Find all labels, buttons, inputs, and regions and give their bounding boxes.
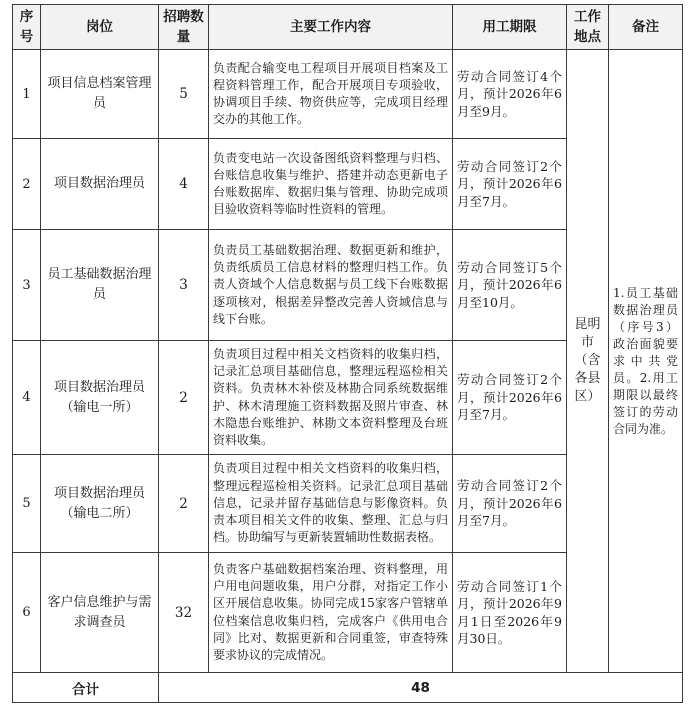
recruitment-table	[12, 4, 683, 703]
row-period: 劳动合同签订4个月，预计2026年6月至9月。	[453, 50, 567, 139]
header-count: 招聘数量	[159, 5, 209, 50]
table-row	[13, 50, 683, 139]
row-duties: 负责配合输变电工程项目开展项目档案及工程资料管理工作，配合开展项目专项验收，协调项目手续、物资供应等，完成项目经理交办的其他工作。	[209, 50, 453, 139]
row-no: 5	[13, 455, 41, 553]
row-no: 3	[13, 230, 41, 341]
header-period: 用工期限	[453, 5, 567, 50]
total-value: 48	[159, 673, 683, 703]
total-row	[13, 673, 683, 703]
row-position: 项目信息档案管理员	[41, 50, 159, 139]
row-no: 2	[13, 139, 41, 230]
header-no: 序号	[13, 5, 41, 50]
row-duties: 负责变电站一次设备图纸资料整理与归档、台账信息收集与维护、搭建并动态更新电子台账数据库、数据归集与管理、协助完成项目验收资料等临时性资料的管理。	[209, 139, 453, 230]
row-period: 劳动合同签订5个月，预计2026年6月至10月。	[453, 230, 567, 341]
header-notes: 备注	[609, 5, 683, 50]
row-period: 劳动合同签订2个月，预计2026年6月至7月。	[453, 139, 567, 230]
row-count: 5	[159, 50, 209, 139]
notes-cell: 1.员工基础数据治理员（序号3）政治面貌要求中共党员。2.用工期限以最终签订的劳动合同为准。	[609, 50, 683, 673]
row-period: 劳动合同签订1个月，预计2026年9月1日至2026年9月30日。	[453, 553, 567, 673]
row-period: 劳动合同签订2个月，预计2026年6月至7月。	[453, 341, 567, 455]
row-position: 项目数据治理员（输电一所）	[41, 341, 159, 455]
header-position: 岗位	[41, 5, 159, 50]
row-duties: 负责员工基础数据治理、数据更新和维护，负责纸质员工信息材料的整理归档工作。负责人资域个人信息数据与员工线下台账数据逐项核对，根据差异整改完善人资域信息与线下台账。	[209, 230, 453, 341]
row-duties: 负责项目过程中相关文档资料的收集归档，整理远程巡检相关资料。记录汇总项目基础信息，记录并留存基础信息与影像资料。负责本项目相关文件的收集、整理、汇总与归档。协助编写与更新装置辅助性数据表格。	[209, 455, 453, 553]
total-label: 合计	[13, 673, 159, 703]
row-no: 4	[13, 341, 41, 455]
row-duties: 负责客户基础数据档案治理、资料整理，用户用电问题收集，用户分群，对指定工作小区开展信息收集。协同完成15家客户管辖单位档案信息收集归档，完成客户《供用电合同》比对、数据更新和合同重签，审查特殊要求协议的完成情况。	[209, 553, 453, 673]
row-no: 6	[13, 553, 41, 673]
row-count: 4	[159, 139, 209, 230]
header-location: 工作地点	[567, 5, 609, 50]
row-position: 客户信息维护与需求调查员	[41, 553, 159, 673]
row-count: 2	[159, 455, 209, 553]
row-position: 项目数据治理员	[41, 139, 159, 230]
row-position: 项目数据治理员（输电二所）	[41, 455, 159, 553]
row-count: 2	[159, 341, 209, 455]
row-period: 劳动合同签订2个月，预计2026年6月至7月。	[453, 455, 567, 553]
row-position: 员工基础数据治理员	[41, 230, 159, 341]
row-duties: 负责项目过程中相关文档资料的收集归档，记录汇总项目基础信息，整理远程巡检相关资料。负责林木补偿及林勘合同系统数据维护、林木清理施工资料数据及照片审查、林木隐患台账维护、林勘文本资料整理及台班资料收集。	[209, 341, 453, 455]
location-cell: 昆明市（含各县区）	[567, 50, 609, 673]
row-no: 1	[13, 50, 41, 139]
row-count: 3	[159, 230, 209, 341]
table-header-row	[13, 5, 683, 50]
row-count: 32	[159, 553, 209, 673]
header-duties: 主要工作内容	[209, 5, 453, 50]
